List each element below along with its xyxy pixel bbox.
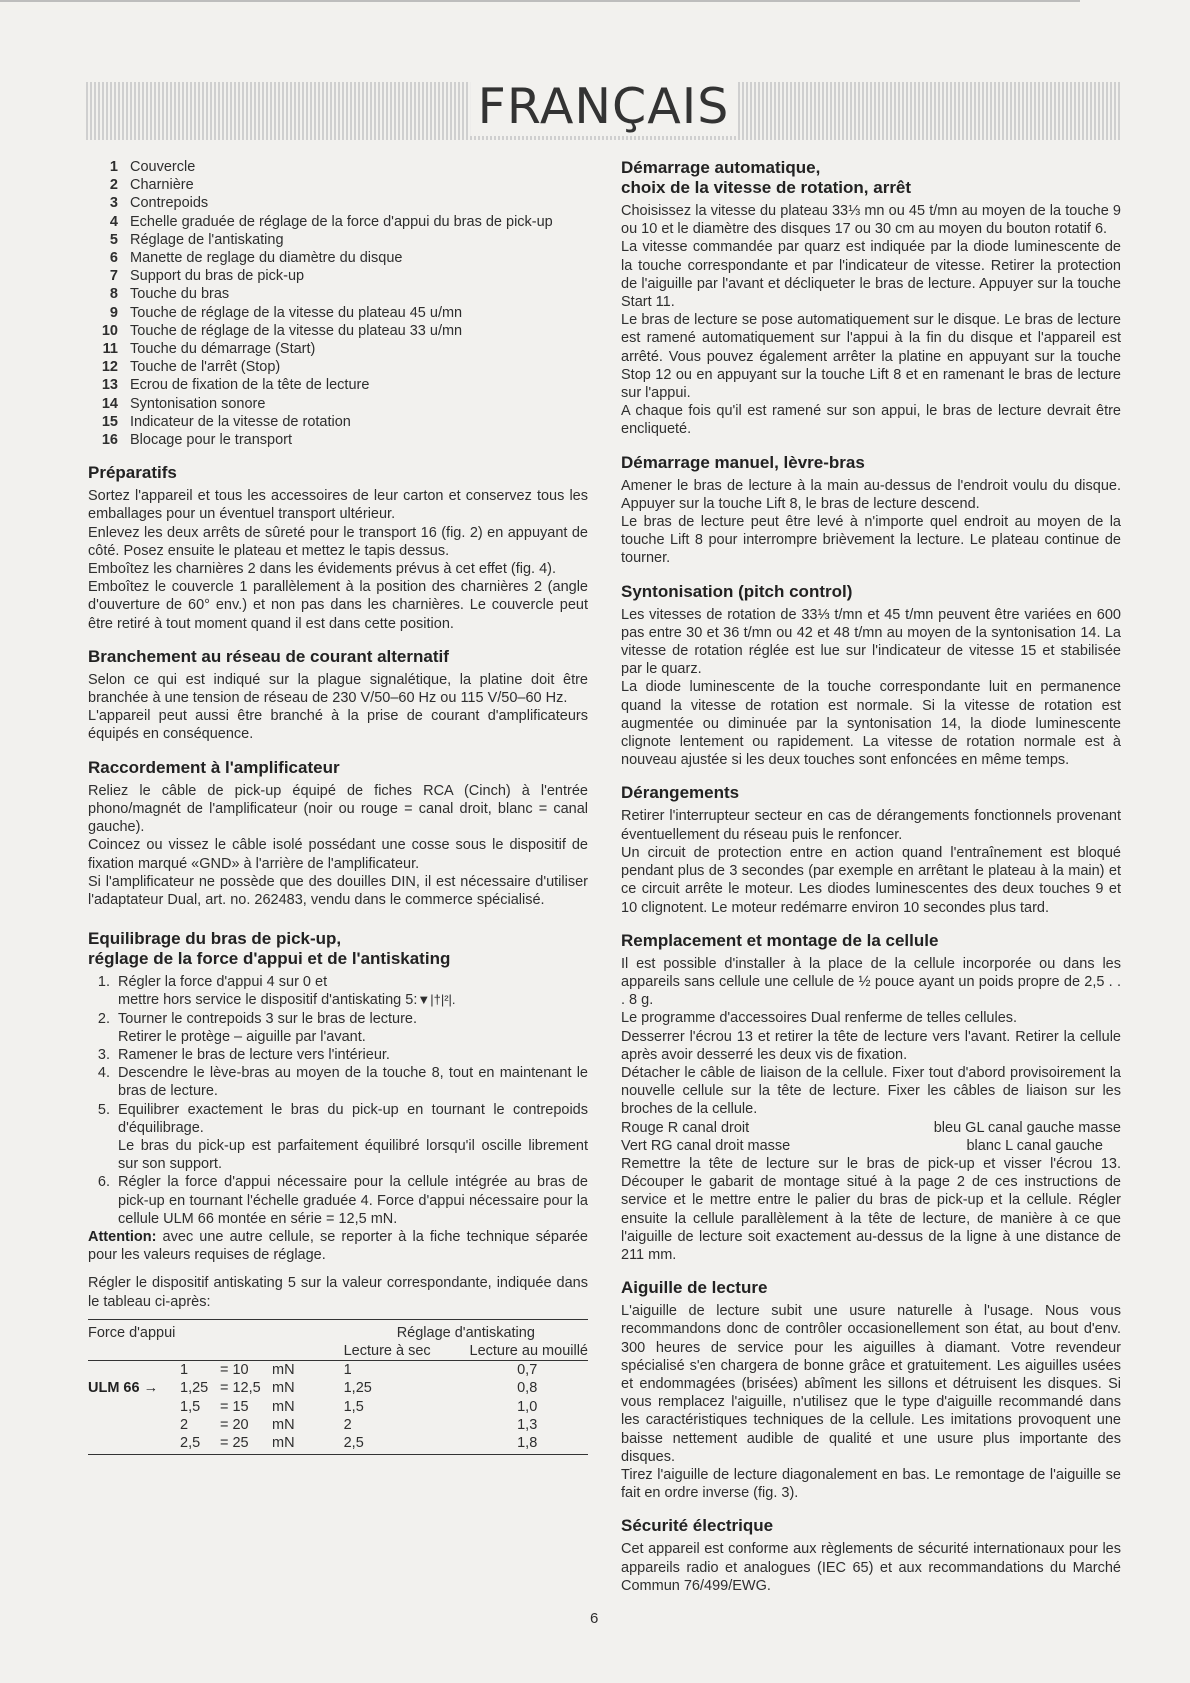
table-row: 1 = 10 mN 1 0,7 <box>180 1362 538 1379</box>
item-label: Touche du démarrage (Start) <box>130 341 316 358</box>
list-item <box>88 285 588 303</box>
list-item <box>88 231 588 249</box>
right-column <box>621 158 1121 1595</box>
top-rule <box>0 0 1080 2</box>
list-item <box>88 213 588 231</box>
table-row: 1,5 = 15 mN 1,5 1,0 <box>180 1398 538 1415</box>
list-item <box>88 376 588 394</box>
step-line: 1. Régler la force d'appui 4 sur 0 et <box>97 974 328 991</box>
paragraph: Retirer l'interrupteur secteur en cas de dérangements fonctionnels provenant éventuellement du réseau puis le renfoncer. <box>621 808 1121 843</box>
antiskating-table <box>88 1319 588 1455</box>
list-item <box>88 176 588 194</box>
step-line: 2. Tourner le contrepoids 3 sur le bras de lecture. <box>97 1010 418 1027</box>
list-item <box>88 158 588 176</box>
step-line: Le bras du pick-up est parfaitement équilibré lorsqu'il oscille librement sur son support. <box>118 1137 588 1173</box>
paragraph: Cet appareil est conforme aux règlements de sécurité internationaux pour les appareils radio et analogues (IEC 65) et aux recommandations du Marché Commun 76/499/EWG. <box>621 1541 1121 1594</box>
item-label: Touche de réglage de la vitesse du plateau 33 u/mn <box>130 322 463 339</box>
steps-list <box>88 973 588 1228</box>
item-number: 3 <box>109 195 118 212</box>
list-item <box>88 304 588 322</box>
item-number: 5 <box>109 231 118 248</box>
item-number: 13 <box>101 377 118 394</box>
step-line: 3. Ramener le bras de lecture vers l'intérieur. <box>97 1046 390 1063</box>
paragraph: Choisissez la vitesse du plateau 33⅓ mn ou 45 t/mn au moyen de la touche 9 ou 10 et le diamètre des disques 17 ou 30 cm au moyen du bouton rotatif 6. <box>621 203 1121 238</box>
table-row: 2,5 = 25 mN 2,5 1,8 <box>88 1434 588 1455</box>
table-row: ULM 66 → 1,25 = 12,5 mN 1,25 0,8 <box>88 1380 538 1397</box>
item-number: 14 <box>101 395 118 412</box>
wire-row: Vert RG canal droit masse blanc L canal gauche <box>621 1137 1103 1154</box>
item-number: 7 <box>109 268 118 285</box>
paragraph: Amener le bras de lecture à la main au-dessus de l'endroit voulu du disque. Appuyer sur la touche Lift 8, le bras de lecture descend. <box>621 477 1121 512</box>
paragraph: La diode luminescente de la touche correspondante luit en permanence quand la vitesse de rotation est normale. Si la vitesse de rotation est augmentée ou diminuée par la syntonisation 14, la diode luminescente clignote lentement ou rapidement. La vitesse de rotation normale est à nouveau ajustée si les deux touches sont enfoncées en même temps. <box>621 679 1121 769</box>
item-number: 9 <box>109 304 118 321</box>
item-label: Touche de réglage de la vitesse du plateau 45 u/mn <box>130 304 463 321</box>
paragraph: Le bras de lecture se pose automatiquement sur le disque. Le bras de lecture est ramené automatiquement sur l'appui à la fin du disque et l'appareil est arrêté. Vous pouvez également arrêter la platine en appuyant sur la touche Stop 12 ou en appuyant sur la touche Lift 8 et en ramenant le bras de lecture sur l'appui. <box>621 312 1121 402</box>
table-row: 2 = 20 mN 2 1,3 <box>180 1416 538 1433</box>
heading-derangements: Dérangements <box>621 783 740 803</box>
parts-list <box>88 158 588 449</box>
paragraph: Reliez le câble de pick-up équipé de fiches RCA (Cinch) à l'entrée phono/magnét de l'amplificateur (noir ou rouge = canal droit, blanc = canal gauche). <box>88 782 588 836</box>
item-number: 11 <box>102 341 118 358</box>
left-column <box>88 158 588 1455</box>
item-number: 4 <box>109 213 118 230</box>
paragraph: A chaque fois qu'il est ramené sur son appui, le bras de lecture devrait être encliqueté. <box>621 403 1121 438</box>
list-item <box>88 267 588 285</box>
step-line: 6. Régler la force d'appui nécessaire pour la cellule intégrée au bras de pick-up en tournant l'échelle graduée 4. Force d'appui nécessaire pour la cellule ULM 66 montée en série = 12,5 mN. <box>97 1174 588 1227</box>
paragraph: Le programme d'accessoires Dual renferme de telles cellules. <box>621 1010 1018 1027</box>
heading-aiguille: Aiguille de lecture <box>621 1278 768 1298</box>
paragraph: Selon ce qui est indiqué sur la plague signalétique, la platine doit être branchée à une tension de réseau de 230 V/50–60 Hz ou 115 V/50–60 Hz. <box>88 671 588 707</box>
paragraph: Si l'amplificateur ne possède que des douilles DIN, il est nécessaire d'utiliser l'adaptateur Dual, art. no. 262483, vendu dans le commerce spécialisé. <box>88 873 588 908</box>
antiskating-off-icon: ▼|†|²|. <box>417 992 456 1008</box>
item-label: Touche de l'arrêt (Stop) <box>130 359 281 376</box>
item-number: 6 <box>109 250 118 267</box>
paragraph: Tirez l'aiguille de lecture diagonalement en bas. Le remontage de l'aiguille se fait en ordre inverse (fig. 3). <box>621 1466 1121 1502</box>
heading-preparatifs: Préparatifs <box>88 463 177 483</box>
item-number: 10 <box>101 322 118 339</box>
paragraph: Emboîtez les charnières 2 dans les évidements prévus à cet effet (fig. 4). <box>88 561 556 578</box>
step-line: 5. Equilibrer exactement le bras du pick-up en tournant le contrepoids d'équilibrage. <box>97 1101 588 1136</box>
item-label: Couvercle <box>130 159 196 175</box>
table-header-mouille: Lecture au mouillé <box>447 1342 588 1361</box>
list-item <box>88 431 588 449</box>
paragraph: L'aiguille de lecture subit une usure naturelle à l'usage. Nous vous recommandons donc de contrôler occasionellement son état, au bout d'env. 300 heures de service pour les aiguilles à diamant. Votre revendeur spécialisé s'en chargera de bonne grâce et gratuitement. Les aiguilles usées et endommagées (brisées) abîment les sillons et détruisent les disques. Si vous remplacez l'aiguille, n'utilisez que le type d'aiguille recommandé dans les caractéristiques techniques de la cellule. Les imitations provoquent une baisse nettement audible de qualité et une usure plus importante des disques. <box>621 1303 1121 1465</box>
item-label: Echelle graduée de réglage de la force d'appui du bras de pick-up <box>130 213 553 230</box>
item-number: 2 <box>109 177 118 194</box>
paragraph: Remettre la tête de lecture sur le bras de pick-up et visser l'écrou 13. Découper le gabarit de montage situé à la page 2 de ces instructions de service et le mettre entre le palier du bras de pick-up et la cellule. Régler ensuite la cellule parallèlement à la tête de lecture, de manière à ce que l'aiguille de lecture soit exactement au-dessus de la ligne à une distance de 211 mm. <box>621 1155 1121 1263</box>
item-number: 8 <box>109 286 118 303</box>
step-line: mettre hors service le dispositif d'antiskating 5: ▼|†|²|. <box>88 991 588 1009</box>
paragraph: Coincez ou vissez le câble isolé possédant une cosse sous le dispositif de fixation marqué «GND» à l'arrière de l'amplificateur. <box>88 837 588 872</box>
heading-securite: Sécurité électrique <box>621 1516 774 1536</box>
item-number: 12 <box>101 359 118 376</box>
item-label: Ecrou de fixation de la tête de lecture <box>130 377 370 394</box>
paragraph: Le bras de lecture peut être levé à n'importe quel endroit au moyen de la touche Lift 8 pour interrompre brièvement la lecture. Le plateau continue de tourner. <box>621 514 1121 567</box>
heading-branchement: Branchement au réseau de courant alternatif <box>88 646 449 666</box>
list-item <box>88 194 588 212</box>
paragraph: Les vitesses de rotation de 33⅓ t/mn et 45 t/mn peuvent être variées en 600 pas entre 30 et 36 t/mn ou 42 et 48 t/mn au moyen de la syntonisation 14. La vitesse de rotation réglée est lue sur l'indicateur de vitesse 15 et stabilisée par le quarz. <box>621 606 1121 678</box>
heading-manuel: Démarrage manuel, lèvre-bras <box>621 452 865 472</box>
heading-demarrage: Démarrage automatique, choix de la vitesse de rotation, arrêt <box>621 158 912 197</box>
page-number: 6 <box>590 1610 599 1627</box>
paragraph: Desserrer l'écrou 13 et retirer la tête de lecture vers l'avant. Retirer la cellule après avoir desserré les deux vis de fixation. <box>621 1028 1121 1063</box>
item-label: Syntonisation sonore <box>130 395 266 412</box>
item-label: Contrepoids <box>130 195 209 212</box>
paragraph: La vitesse commandée par quarz est indiquée par la diode luminescente de la touche correspondante et par l'indicateur de vitesse. Retirer la protection de l'aiguille par l'avant et décliqueter le bras de lecture. Appuyer sur la touche Start 11. <box>621 239 1121 311</box>
antiskating-note: Régler le dispositif antiskating 5 sur la valeur correspondante, indiquée dans le tableau ci-après: <box>88 1275 588 1310</box>
list-item <box>88 249 588 267</box>
heading-remplacement: Remplacement et montage de la cellule <box>621 930 939 950</box>
step-line: 4. Descendre le lève-bras au moyen de la touche 8, tout en maintenant le bras de lecture. <box>97 1065 588 1100</box>
item-number: 15 <box>101 413 118 430</box>
item-label: Support du bras de pick-up <box>130 268 305 285</box>
item-label: Touche du bras <box>130 286 230 303</box>
item-label: Indicateur de la vitesse de rotation <box>130 413 351 430</box>
table-header-group: Réglage d'antiskating <box>344 1319 588 1342</box>
list-item <box>88 395 588 413</box>
title-banner <box>86 78 1121 140</box>
paragraph: Emboîtez le couvercle 1 parallèlement à la position des charnières 2 (angle d'ouverture de 60° env.) et non pas dans les charnières. Le couvercle peut être retiré à tout moment quand il est dans cette position. <box>88 579 588 632</box>
paragraph: L'appareil peut aussi être branché à la prise de courant d'amplificateurs équipés en conséquence. <box>88 708 588 743</box>
paragraph: Il est possible d'installer à la place de la cellule incorporée ou dans les appareils sans cellule une cellule de ½ pouce ayant un poids propre de 2,5 . . . 8 g. <box>621 955 1121 1009</box>
paragraph: Un circuit de protection entre en action quand l'entraînement est bloqué pendant plus de 3 secondes (par exemple en arrêtant le plateau à la main) et ce circuit arrête le moteur. Les diodes luminescentes des deux touches 9 et 10 clignotent. Le moteur redémarre environ 10 secondes plus tard. <box>621 844 1121 916</box>
paragraph: Sortez l'appareil et tous les accessoires de leur carton et conservez tous les emballages pour un éventuel transport ultérieur. <box>88 488 588 523</box>
table-header-sec: Lecture à sec <box>344 1342 448 1361</box>
item-label: Charnière <box>130 177 194 194</box>
item-label: Manette de reglage du diamètre du disque <box>130 250 403 267</box>
list-item <box>88 358 588 376</box>
item-label: Blocage pour le transport <box>130 432 293 449</box>
item-number: 1 <box>109 159 118 175</box>
item-number: 16 <box>101 432 118 449</box>
heading-syntonisation: Syntonisation (pitch control) <box>621 581 853 601</box>
list-item <box>88 322 588 340</box>
table-header-force: Force d'appui <box>88 1319 344 1342</box>
list-item <box>88 413 588 431</box>
page-title: FRANÇAIS <box>470 78 738 136</box>
list-item <box>88 340 588 358</box>
paragraph: Détacher le câble de liaison de la cellule. Fixer tout d'abord provisoirement la nouvelle cellule sur la tête de lecture. Fixer les câbles de liaison sur les broches de la cellule. <box>621 1064 1121 1118</box>
step-line: Retirer le protège – aiguille par l'avant. <box>118 1028 366 1045</box>
paragraph: Enlevez les deux arrêts de sûreté pour le transport 16 (fig. 2) en appuyant de côté. Posez ensuite le plateau et mettez le tapis dessus. <box>88 524 588 559</box>
attention-note: Attention: avec une autre cellule, se reporter à la fiche technique séparée pour les valeurs requises de réglage. <box>88 1228 588 1264</box>
heading-raccordement: Raccordement à l'amplificateur <box>88 757 340 777</box>
item-label: Réglage de l'antiskating <box>130 231 284 248</box>
wire-row: Rouge R canal droit bleu GL canal gauche masse <box>621 1119 1121 1136</box>
heading-equilibrage: Equilibrage du bras de pick-up, réglage de la force d'appui et de l'antiskating <box>88 929 451 969</box>
